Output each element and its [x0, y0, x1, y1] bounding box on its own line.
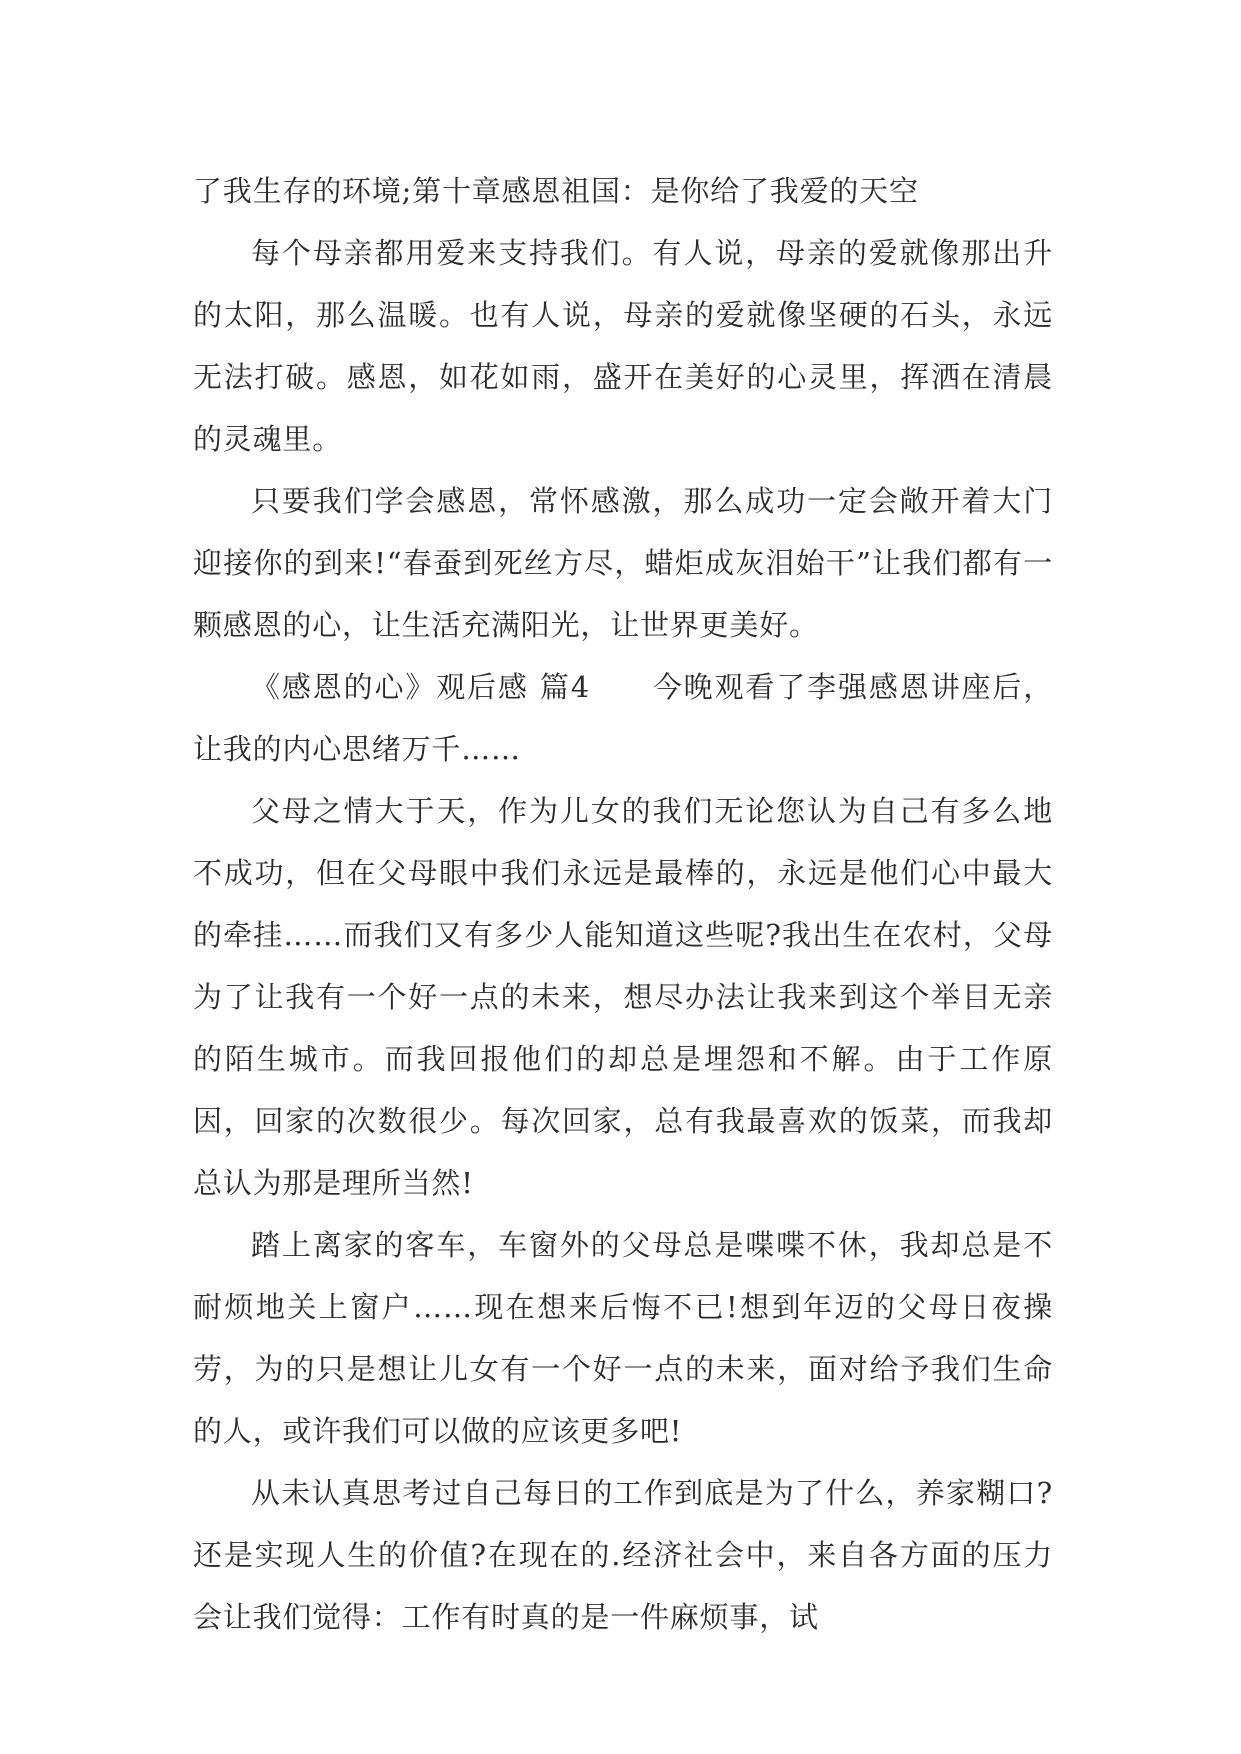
document-page — [193, 160, 1053, 1648]
paragraph-7: 从未认真思考过自己每日的工作到底是为了什么，养家糊口?还是实现人生的价值?在现在的.经济社会中，来自各方面的压力会让我们觉得：工作有时真的是一件麻烦事，试 — [193, 1476, 1053, 1634]
paragraph-4: 《感恩的心》观后感 篇4 今晚观看了李强感恩讲座后，让我的内心思绪万千…… — [193, 670, 1053, 766]
paragraph-2: 每个母亲都用爱来支持我们。有人说，母亲的爱就像那出升的太阳，那么温暖。也有人说，母亲的爱就像坚硬的石头，永远无法打破。感恩，如花如雨，盛开在美好的心灵里，挥洒在清晨的灵魂里。 — [193, 236, 1053, 456]
paragraph-3: 只要我们学会感恩，常怀感激，那么成功一定会敞开着大门迎接你的到来!“春蚕到死丝方尽，蜡炬成灰泪始干”让我们都有一颗感恩的心，让生活充满阳光，让世界更美好。 — [193, 484, 1053, 642]
paragraph-6: 踏上离家的客车，车窗外的父母总是喋喋不休，我却总是不耐烦地关上窗户……现在想来后悔不已!想到年迈的父母日夜操劳，为的只是想让儿女有一个好一点的未来，面对给予我们生命的人，或许我们可以做的应该更多吧! — [193, 1228, 1053, 1448]
paragraph-1: 了我生存的环境;第十章感恩祖国：是你给了我爱的天空 — [193, 174, 919, 208]
paragraph-5: 父母之情大于天，作为儿女的我们无论您认为自己有多么地不成功，但在父母眼中我们永远是最棒的，永远是他们心中最大的牵挂……而我们又有多少人能知道这些呢?我出生在农村，父母为了让我有一个好一点的未来，想尽办法让我来到这个举目无亲的陌生城市。而我回报他们的却总是埋怨和不解。由于工作原因，回家的次数很少。每次回家，总有我最喜欢的饭菜，而我却总认为那是理所当然! — [193, 794, 1053, 1200]
